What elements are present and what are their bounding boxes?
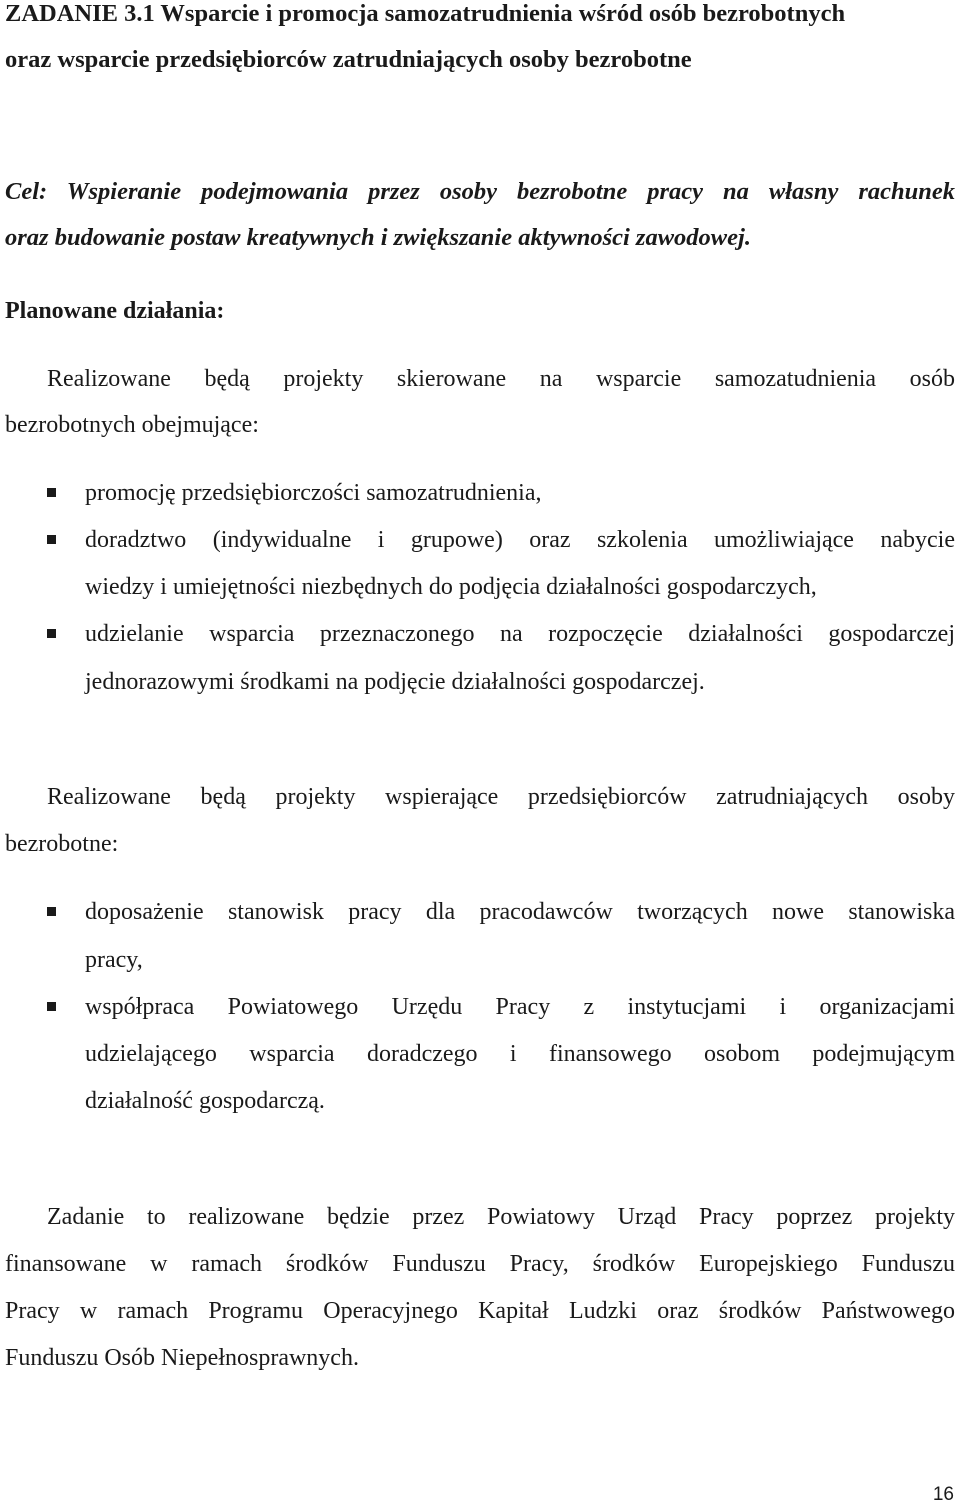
paragraph-1-line-2: bezrobotnych obejmujące:: [5, 412, 259, 438]
paragraph-2-line-1: Realizowane będą projekty wspierające przedsiębiorców zatrudniających osoby: [47, 784, 955, 810]
planned-actions-heading-text: Planowane działania:: [5, 298, 225, 324]
task-title-line-1: ZADANIE 3.1 Wsparcie i promocja samozatrudnienia wśród osób bezrobotnych: [5, 0, 846, 27]
list-item-text: udzielanie wsparcia przeznaczonego na rozpoczęcie działalności gospodarczej: [85, 621, 955, 647]
goal-line-1: Cel: Wspieranie podejmowania przez osoby bezrobotne pracy na własny rachunek: [5, 178, 955, 205]
bullet-icon: [47, 629, 56, 638]
list-item-text: promocję przedsiębiorczości samozatrudnienia,: [85, 480, 542, 506]
paragraph-3-line-3: Pracy w ramach Programu Operacyjnego Kapitał Ludzki oraz środków Państwowego: [5, 1298, 955, 1324]
list-item-text-cont: udzielającego wsparcia doradczego i finansowego osobom podejmującym: [85, 1041, 955, 1067]
paragraph-3-line-2: finansowane w ramach środków Funduszu Pracy, środków Europejskiego Funduszu: [5, 1251, 955, 1277]
bullet-icon: [47, 535, 56, 544]
bullet-icon: [47, 488, 56, 497]
paragraph-3-line-1: Zadanie to realizowane będzie przez Powiatowy Urząd Pracy poprzez projekty: [47, 1204, 955, 1230]
list-item-text-cont: działalność gospodarczą.: [85, 1088, 325, 1114]
bullet-icon: [47, 907, 56, 916]
list-item-text-cont: jednorazowymi środkami na podjęcie działalności gospodarczej.: [85, 669, 705, 695]
list-item-text: doradztwo (indywidualne i grupowe) oraz szkolenia umożliwiające nabycie: [85, 527, 955, 553]
list-item-text-cont: pracy,: [85, 947, 143, 973]
bullet-icon: [47, 1002, 56, 1011]
goal-line-2: oraz budowanie postaw kreatywnych i zwiększanie aktywności zawodowej.: [5, 224, 751, 251]
paragraph-1-line-1: Realizowane będą projekty skierowane na wsparcie samozatudnienia osób: [47, 366, 955, 392]
list-item-text-cont: wiedzy i umiejętności niezbędnych do podjęcia działalności gospodarczych,: [85, 574, 817, 600]
list-item-text: współpraca Powiatowego Urzędu Pracy z instytucjami i organizacjami: [85, 994, 955, 1020]
page-number: 16: [932, 1484, 954, 1505]
paragraph-3-line-4: Funduszu Osób Niepełnosprawnych.: [5, 1345, 359, 1371]
list-item-text: doposażenie stanowisk pracy dla pracodawców tworzących nowe stanowiska: [85, 899, 955, 925]
task-title-line-2: oraz wsparcie przedsiębiorców zatrudniających osoby bezrobotne: [5, 46, 692, 73]
paragraph-2-line-2: bezrobotne:: [5, 831, 119, 857]
